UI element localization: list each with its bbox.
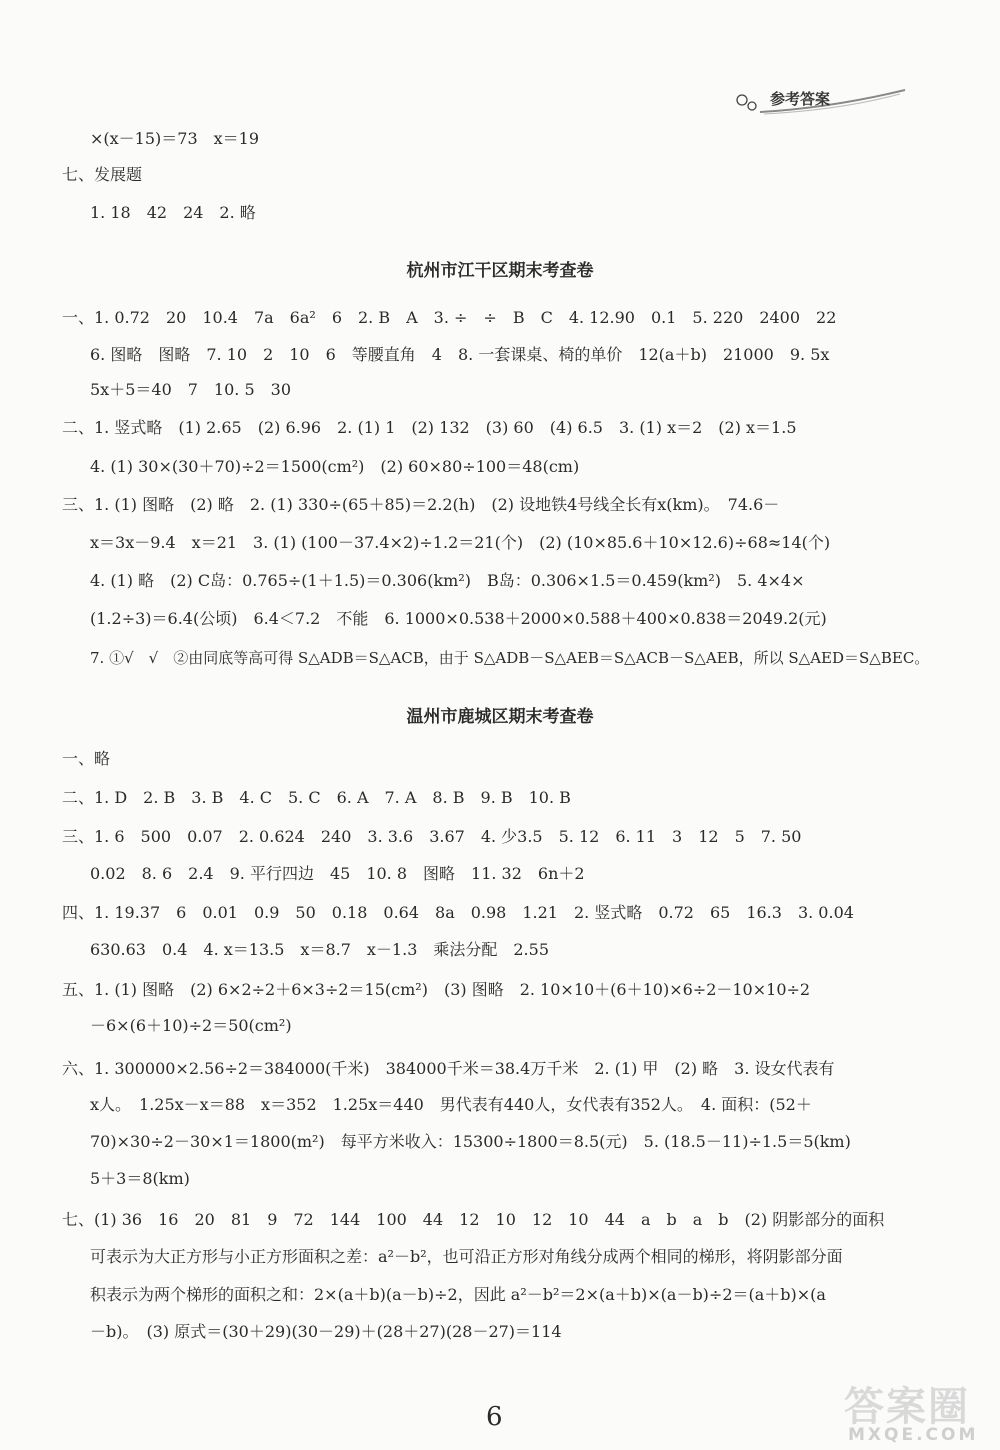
header-logo: [730, 84, 910, 118]
text-line: 五、1. (1) 图略 (2) 6×2÷2＋6×3÷2＝15(cm²) (3) 图略 2. 10×10＋(6＋10)×6÷2－10×10÷2: [62, 980, 811, 999]
text-line: －b)。 (3) 原式＝(30＋29)(30－29)＋(28＋27)(28－27)＝114: [90, 1322, 562, 1341]
text-line: －6×(6＋10)÷2＝50(cm²): [90, 1016, 292, 1035]
header-label: 参考答案: [770, 90, 831, 108]
text-line: 4. (1) 略 (2) C岛：0.765÷(1＋1.5)＝0.306(km²) B岛：0.306×1.5＝0.459(km²) 5. 4×4×: [90, 571, 805, 590]
text-line: (1.2÷3)＝6.4(公顷) 6.4＜7.2 不能 6. 1000×0.538＋2000×0.588＋400×0.838＝2049.2(元): [90, 609, 827, 628]
text-line: x＝3x－9.4 x＝21 3. (1) (100－37.4×2)÷1.2＝21(个) (2) (10×85.6＋10×12.6)÷68≈14(个): [90, 533, 831, 552]
watermark-text: 答案圈: [844, 1384, 970, 1430]
text-line: 可表示为大正方形与小正方形面积之差：a²－b²，也可沿正方形对角线分成两个相同的梯形，将阴影部分面: [90, 1247, 843, 1266]
text-line: 六、1. 300000×2.56÷2＝384000(千米) 384000千米＝38.4万千米 2. (1) 甲 (2) 略 3. 设女代表有: [62, 1059, 835, 1078]
section-title: 杭州市江干区期末考查卷: [406, 261, 594, 281]
text-line: 1. 18 42 24 2. 略: [90, 203, 256, 222]
text-line: 70)×30÷2－30×1＝1800(m²) 每平方米收入：15300÷1800＝8.5(元) 5. (18.5－11)÷1.5＝5(km): [90, 1132, 851, 1151]
text-line: 积表示为两个梯形的面积之和：2×(a＋b)(a－b)÷2，因此 a²－b²＝2×(a＋b)×(a－b)÷2＝(a＋b)×(a: [90, 1285, 826, 1304]
text-line: 0.02 8. 6 2.4 9. 平行四边 45 10. 8 图略 11. 32 6n＋2: [90, 864, 585, 883]
text-line: ×(x－15)＝73 x＝19: [90, 129, 260, 148]
text-line: 630.63 0.4 4. x＝13.5 x＝8.7 x－1.3 乘法分配 2.55: [90, 940, 549, 959]
text-line: 4. (1) 30×(30＋70)÷2＝1500(cm²) (2) 60×80÷100＝48(cm): [90, 457, 580, 476]
text-line: 四、1. 19.37 6 0.01 0.9 50 0.18 0.64 8a 0.98 1.21 2. 竖式略 0.72 65 16.3 3. 0.04: [62, 903, 854, 922]
text-line: 二、1. 竖式略 (1) 2.65 (2) 6.96 2. (1) 1 (2) 132 (3) 60 (4) 6.5 3. (1) x＝2 (2) x＝1.5: [62, 418, 797, 437]
text-line: 5x＋5＝40 7 10. 5 30: [90, 380, 291, 399]
text-line: 二、1. D 2. B 3. B 4. C 5. C 6. A 7. A 8. B 9. B 10. B: [62, 788, 571, 807]
section-title: 温州市鹿城区期末考查卷: [406, 707, 594, 727]
text-line: 一、1. 0.72 20 10.4 7a 6a² 6 2. B A 3. ÷ ÷ B C 4. 12.90 0.1 5. 220 2400 22: [62, 308, 837, 327]
text-line: x人。 1.25x－x＝88 x＝352 1.25x＝440 男代表有440人，女代表有352人。 4. 面积：(52＋: [90, 1095, 812, 1114]
text-line: 七、(1) 36 16 20 81 9 72 144 100 44 12 10 12 10 44 a b a b (2) 阴影部分的面积: [62, 1210, 885, 1229]
text-line: 三、1. (1) 图略 (2) 略 2. (1) 330÷(65＋85)＝2.2(h) (2) 设地铁4号线全长有x(km)。 74.6－: [62, 495, 780, 514]
section-heading: 七、发展题: [62, 165, 143, 184]
text-line: 一、略: [62, 749, 111, 768]
watermark-logo: [830, 1375, 1000, 1450]
text-line: 7. ①√ √ ②由同底等高可得 S△ADB＝S△ACB，由于 S△ADB－S△AEB＝S△ACB－S△AEB，所以 S△AED＝S△BEC。: [90, 649, 930, 667]
text-line: 5＋3＝8(km): [90, 1169, 190, 1188]
watermark-url: MXQE.COM: [848, 1425, 979, 1445]
text-line: 6. 图略 图略 7. 10 2 10 6 等腰直角 4 8. 一套课桌、椅的单价 12(a＋b) 21000 9. 5x: [90, 345, 830, 364]
page-number: 6: [486, 1402, 503, 1432]
text-line: 三、1. 6 500 0.07 2. 0.624 240 3. 3.6 3.67 4. 少3.5 5. 12 6. 11 3 12 5 7. 50: [62, 827, 802, 846]
